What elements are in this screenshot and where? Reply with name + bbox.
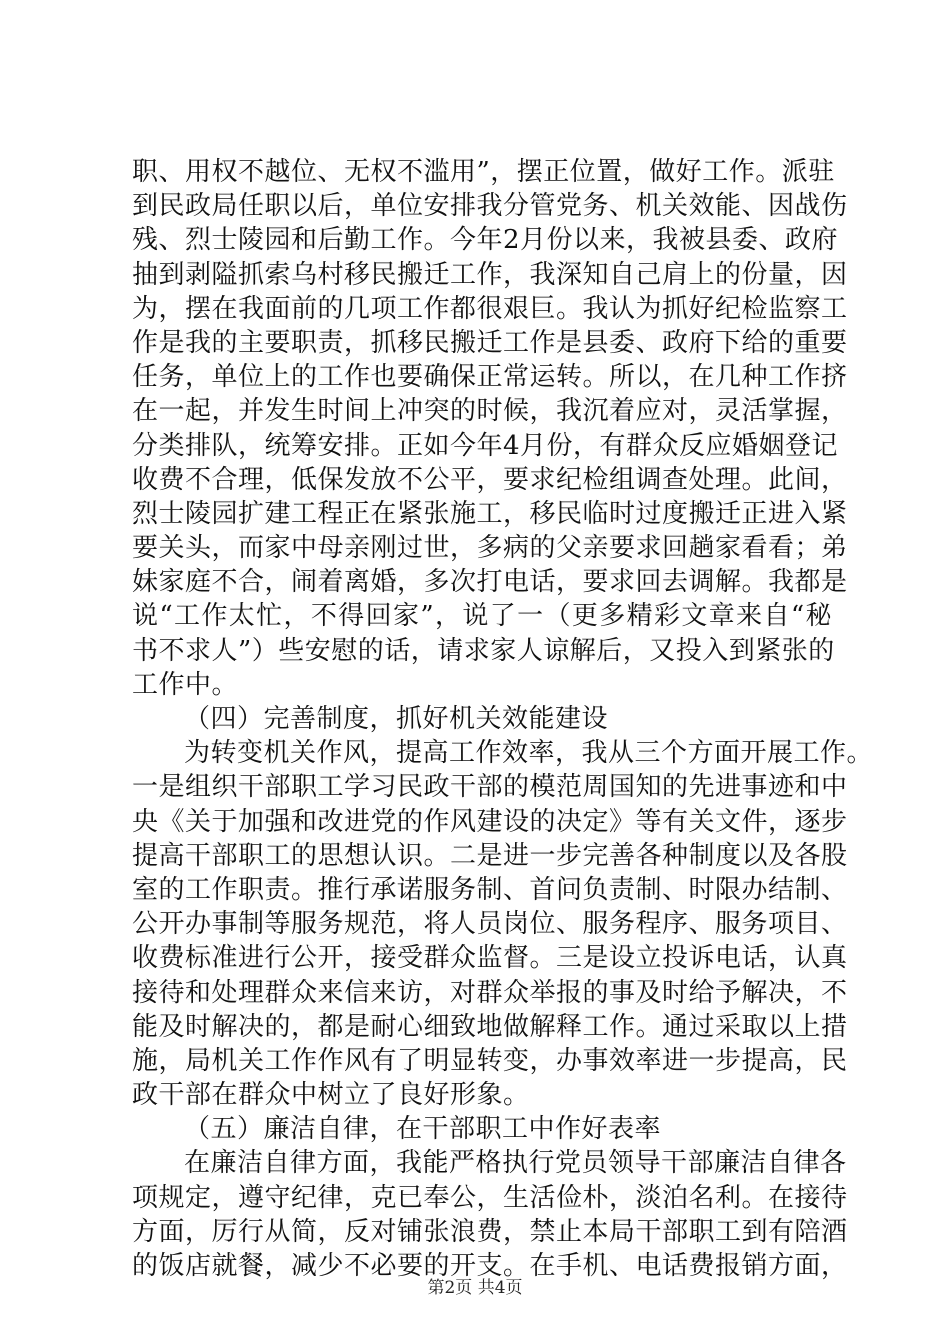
text-line: 职、用权不越位、无权不滥用”，摆正位置，做好工作。派驻 — [132, 157, 835, 187]
text-line: 任务，单位上的工作也要确保正常运转。所以，在几种工作挤 — [132, 362, 848, 393]
text-line: 收费标准进行公开，接受群众监督。三是设立投诉电话，认真 — [132, 943, 848, 974]
text-line: 工作中。 — [132, 669, 239, 700]
text-line: 能及时解决的，都是耐心细致地做解释工作。通过采取以上措 — [132, 1011, 848, 1042]
page-footer: 第2页 共4页 — [427, 1278, 523, 1298]
text-line: 为转变机关作风，提高工作效率，我从三个方面开展工作。 — [184, 738, 874, 769]
text-line: 为，摆在我面前的几项工作都很艰巨。我认为抓好纪检监察工 — [132, 293, 848, 324]
text-line: 抽到剥隘抓索乌村移民搬迁工作，我深知自己肩上的份量，因 — [132, 259, 848, 290]
text-line: 接待和处理群众来信来访，对群众举报的事及时给予解决，不 — [132, 977, 848, 1008]
text-line: 书不求人”）些安慰的话，请求家人谅解后，又投入到紧张的 — [132, 635, 835, 666]
text-line: 方面，厉行从简，反对铺张浪费，禁止本局干部职工到有陪酒 — [132, 1216, 848, 1247]
text-line: 政干部在群众中树立了良好形象。 — [132, 1080, 530, 1111]
text-line: 一是组织干部职工学习民政干部的模范周国知的先进事迹和中 — [132, 772, 848, 803]
text-line: 在廉洁自律方面，我能严格执行党员领导干部廉洁自律各 — [184, 1148, 847, 1179]
text-line: 在一起，并发生时间上冲突的时候，我沉着应对，灵活掌握， — [132, 396, 848, 427]
text-line: 施，局机关工作作风有了明显转变，办事效率进一步提高，民 — [132, 1045, 848, 1076]
text-line: 收费不合理，低保发放不公平，要求纪检组调查处理。此间， — [132, 464, 848, 495]
text-line: 烈士陵园扩建工程正在紧张施工，移民临时过度搬迁正进入紧 — [132, 498, 848, 529]
document-body — [132, 155, 874, 1283]
text-line: （五）廉洁自律，在干部职工中作好表率 — [184, 1114, 662, 1145]
text-line: 提高干部职工的思想认识。二是进一步完善各种制度以及各股 — [132, 840, 848, 871]
text-line: 项规定，遵守纪律，克已奉公，生活俭朴，淡泊名利。在接待 — [132, 1182, 848, 1213]
text-line: 残、烈士陵园和后勤工作。今年2月份以来，我被县委、政府 — [132, 225, 839, 256]
text-line: 分类排队，统筹安排。正如今年4月份，有群众反应婚姻登记 — [132, 430, 839, 461]
text-line: 说“工作太忙，不得回家”，说了一（更多精彩文章来自“秘 — [132, 601, 832, 632]
text-line: 妹家庭不合，闹着离婚，多次打电话，要求回去调解。我都是 — [132, 567, 848, 598]
text-line: 到民政局任职以后，单位安排我分管党务、机关效能、因战伤 — [132, 191, 848, 222]
text-line: （四）完善制度，抓好机关效能建设 — [184, 704, 609, 734]
text-line: 公开办事制等服务规范，将人员岗位、服务程序、服务项目、 — [132, 909, 848, 940]
text-line: 央《关于加强和改进党的作风建设的决定》等有关文件，逐步 — [132, 806, 848, 837]
text-line: 室的工作职责。推行承诺服务制、首问负责制、时限办结制、 — [132, 874, 848, 905]
text-line: 要关头，而家中母亲刚过世，多病的父亲要求回趟家看看；弟 — [132, 533, 848, 564]
text-line: 作是我的主要职责，抓移民搬迁工作是县委、政府下给的重要 — [132, 327, 848, 358]
text-line: 的饭店就餐，减少不必要的开支。在手机、电话费报销方面， — [132, 1251, 848, 1281]
